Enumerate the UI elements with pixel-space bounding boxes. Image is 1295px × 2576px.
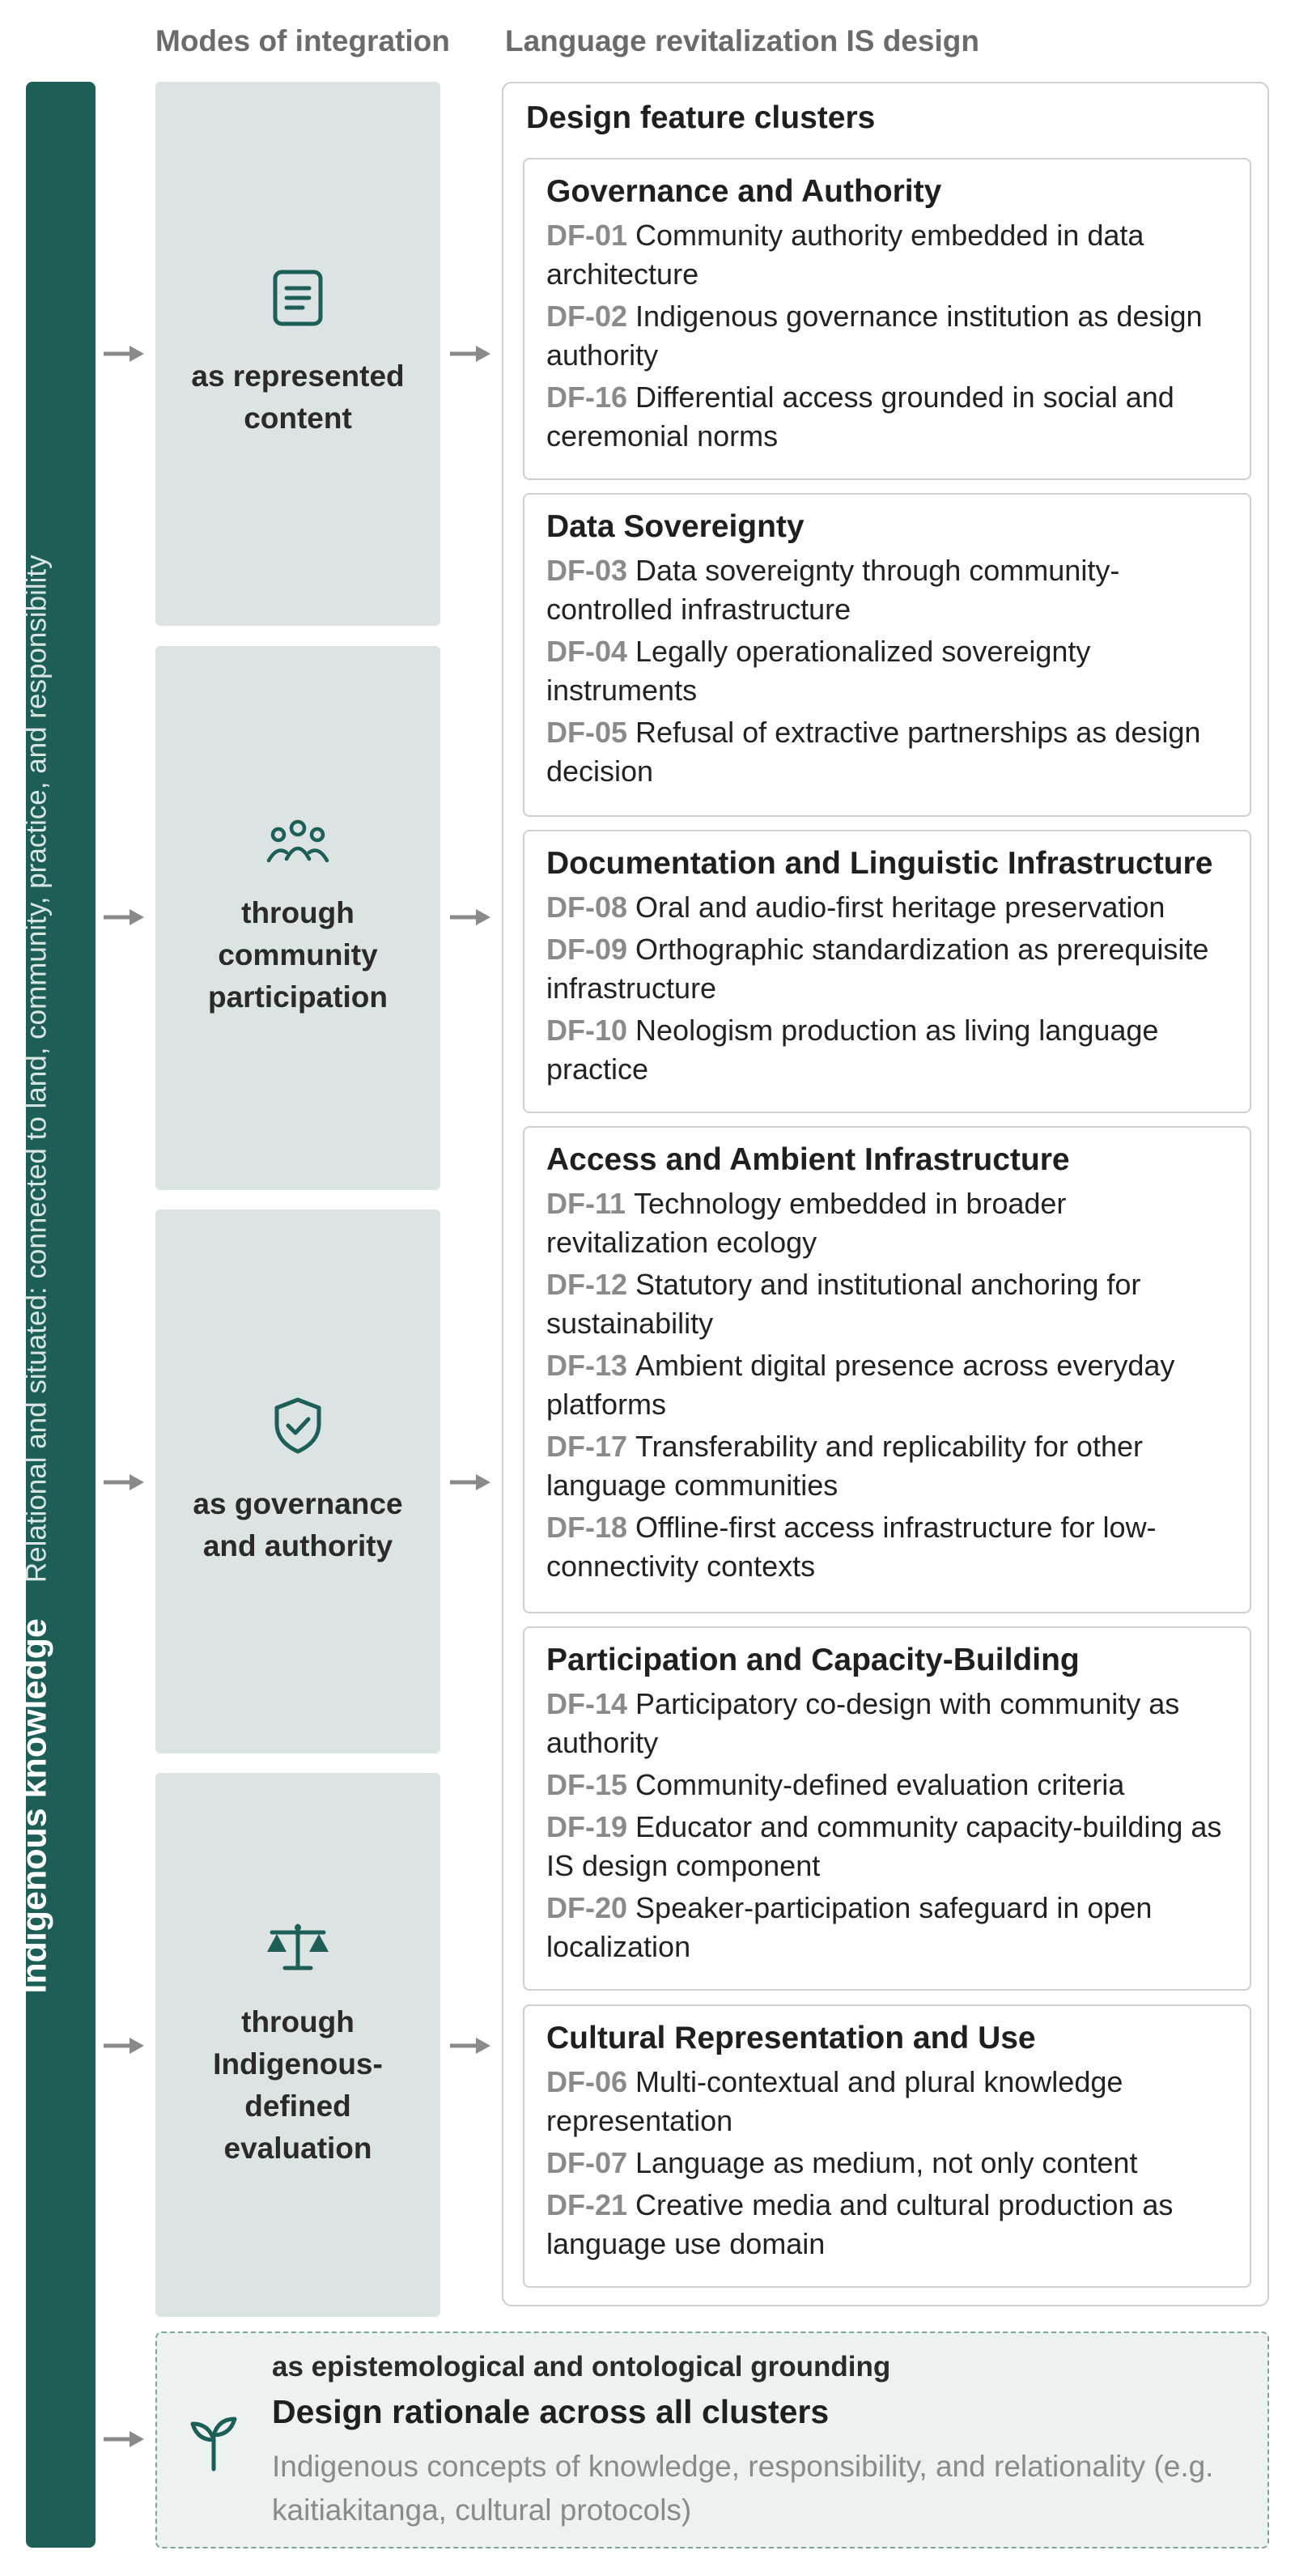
cluster-access-ambient [523, 1126, 1251, 1613]
feature-code: DF-18 [546, 1511, 628, 1544]
feature-code: DF-02 [546, 300, 628, 333]
design-feature [546, 2186, 1229, 2264]
mode-label: as governance and authority [193, 1486, 403, 1562]
mode-represented-content [155, 82, 440, 626]
feature-text: Legally operationalized sovereignty instruments [546, 635, 1091, 707]
arrow-icon [450, 2035, 492, 2056]
feature-code: DF-07 [546, 2146, 628, 2179]
design-feature [546, 551, 1229, 629]
design-feature [546, 1766, 1229, 1804]
feature-text: Oral and audio-first heritage preservation [635, 891, 1166, 924]
mode-indigenous-evaluation [155, 1773, 440, 2317]
cluster-title: Cultural Representation and Use [546, 2021, 1036, 2055]
cluster-data-sovereignty [523, 493, 1251, 817]
feature-text: Creative media and cultural production as language use domain [546, 2188, 1174, 2260]
feature-code: DF-08 [546, 891, 628, 924]
shield-check-icon [272, 1396, 324, 1459]
design-feature [546, 632, 1229, 710]
people-icon [265, 818, 330, 868]
cluster-documentation-linguistic [523, 830, 1251, 1113]
design-feature [546, 1685, 1229, 1762]
feature-text: Language as medium, not only content [635, 2146, 1138, 2179]
mode-community-participation [155, 646, 440, 1190]
design-feature [546, 713, 1229, 791]
arrow-icon [104, 1472, 146, 1493]
arrow-icon [104, 343, 146, 364]
feature-text: Orthographic standardization as prerequisite infrastructure [546, 933, 1209, 1005]
arrow-icon [450, 1472, 492, 1493]
grounding-kicker: as epistemological and ontological grounding [272, 2351, 891, 2383]
design-feature [546, 888, 1229, 927]
design-feature [546, 1346, 1229, 1424]
modes-header: Modes of integration [155, 24, 450, 57]
feature-code: DF-14 [546, 1687, 628, 1720]
arrow-icon [450, 907, 492, 928]
feature-text: Educator and community capacity-building as IS design component [546, 1810, 1222, 1882]
design-feature [546, 1011, 1229, 1089]
feature-code: DF-13 [546, 1349, 628, 1382]
feature-text: Ambient digital presence across everyday platforms [546, 1349, 1175, 1421]
feature-text: Speaker-participation safeguard in open localization [546, 1891, 1153, 1963]
feature-text: Participatory co-design with community as authority [546, 1687, 1180, 1759]
feature-text: Refusal of extractive partnerships as design decision [546, 716, 1201, 788]
design-feature [546, 297, 1229, 375]
arrow-icon [450, 343, 492, 364]
feature-text: Community authority embedded in data architecture [546, 219, 1144, 291]
design-header: Language revitalization IS design [505, 24, 979, 57]
feature-code: DF-19 [546, 1810, 628, 1843]
feature-code: DF-12 [546, 1268, 628, 1301]
side-bar-subtitle: Relational and situated: connected to land, community, practice, and responsibility [20, 555, 53, 1583]
cluster-cultural-representation [523, 2004, 1251, 2288]
cluster-title: Governance and Authority [546, 174, 942, 209]
mode-governance-authority [155, 1209, 440, 1753]
mode-label: through Indigenous-defined evaluation [213, 2004, 383, 2165]
feature-code: DF-15 [546, 1768, 628, 1801]
design-feature [546, 930, 1229, 1008]
feature-text: Multi-contextual and plural knowledge representation [546, 2065, 1123, 2137]
cluster-participation-capacity [523, 1626, 1251, 1991]
feature-code: DF-16 [546, 380, 628, 414]
feature-text: Transferability and replicability for other language communities [546, 1430, 1143, 1502]
panel-title: Design feature clusters [526, 100, 876, 135]
feature-code: DF-20 [546, 1891, 628, 1924]
mode-label: as represented content [191, 359, 405, 435]
sprout-icon [188, 2414, 240, 2476]
feature-text: Community-defined evaluation criteria [635, 1768, 1125, 1801]
feature-text: Offline-first access infrastructure for low-connectivity contexts [546, 1511, 1157, 1583]
design-feature [546, 1265, 1229, 1343]
feature-text: Differential access grounded in social and ceremonial norms [546, 380, 1174, 453]
design-feature [546, 2063, 1229, 2140]
design-feature [546, 1184, 1229, 1262]
design-feature [546, 1427, 1229, 1505]
indigenous-knowledge-label [15, 555, 55, 1993]
feature-text: Indigenous governance institution as design authority [546, 300, 1203, 372]
cluster-title: Access and Ambient Infrastructure [546, 1142, 1070, 1177]
feature-code: DF-21 [546, 2188, 628, 2221]
side-bar-title: Indigenous knowledge [15, 1618, 54, 1994]
feature-code: DF-05 [546, 716, 628, 749]
feature-code: DF-10 [546, 1014, 628, 1047]
feature-text: Technology embedded in broader revitalization ecology [546, 1187, 1067, 1259]
design-feature [546, 1889, 1229, 1966]
mode-label: through community participation [207, 895, 388, 1014]
design-feature [546, 1508, 1229, 1586]
feature-code: DF-01 [546, 219, 628, 252]
arrow-icon [104, 2035, 146, 2056]
feature-code: DF-04 [546, 635, 628, 668]
design-feature [546, 2144, 1229, 2183]
feature-text: Data sovereignty through community-controlled infrastructure [546, 554, 1120, 626]
feature-code: DF-17 [546, 1430, 628, 1463]
design-feature [546, 216, 1229, 294]
feature-text: Neologism production as living language practice [546, 1014, 1159, 1086]
design-feature [546, 378, 1229, 456]
cluster-title: Documentation and Linguistic Infrastructure [546, 846, 1213, 881]
grounding-title: Design rationale across all clusters [272, 2393, 830, 2430]
cluster-title: Data Sovereignty [546, 509, 805, 544]
feature-text: Statutory and institutional anchoring for sustainability [546, 1268, 1141, 1340]
feature-code: DF-11 [546, 1187, 626, 1220]
arrow-icon [104, 2429, 146, 2450]
scale-icon [264, 1921, 332, 1977]
design-feature [546, 1808, 1229, 1885]
grounding-description: Indigenous concepts of knowledge, responsibility, and relationality (e.g. kaitiakitanga, cultural protocols) [272, 2450, 1214, 2527]
feature-code: DF-03 [546, 554, 628, 587]
feature-code: DF-09 [546, 933, 628, 966]
cluster-title: Participation and Capacity-Building [546, 1643, 1080, 1677]
feature-code: DF-06 [546, 2065, 628, 2098]
document-icon [272, 269, 324, 331]
arrow-icon [104, 907, 146, 928]
epistemological-grounding-box [155, 2332, 1269, 2548]
cluster-governance-authority [523, 158, 1251, 480]
